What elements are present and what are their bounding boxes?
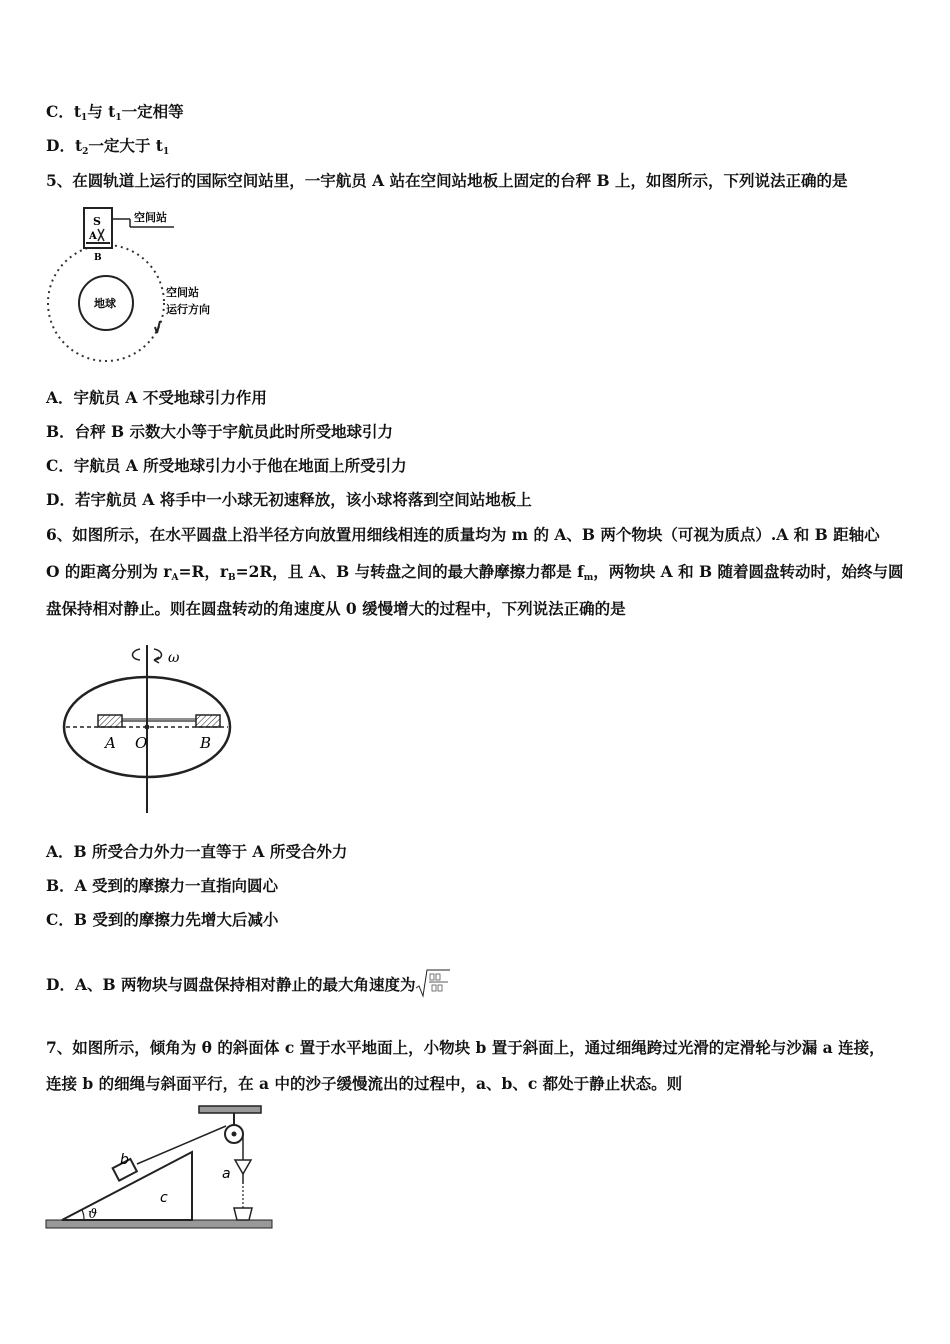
astronaut-a-label: A: [89, 231, 97, 242]
label-a: A: [105, 734, 116, 752]
q6-stem-line-1: 6、如图所示，在水平圆盘上沿半径方向放置用细线相连的质量均为 m 的 A、B 两个物块（可视为质点）.A 和 B 距轴心: [46, 525, 880, 544]
sqrt-expression: [415, 968, 451, 1003]
block-a: [98, 715, 122, 727]
q5-option-a: A．宇航员 A 不受地球引力作用: [46, 388, 267, 407]
sand-cup: [234, 1208, 252, 1220]
omega-label: ω: [168, 650, 180, 666]
station-label: 空间站: [134, 211, 167, 224]
option-d-prev: D．$t_2$一定大于 $t_1$: [46, 136, 170, 157]
q6-option-d: D．A、B 两物块与圆盘保持相对静止的最大角速度为: [46, 968, 451, 1003]
block-b: [196, 715, 220, 727]
q7-stem-line-1: 7、如图所示，倾角为 θ 的斜面体 c 置于水平地面上，小物块 b 置于斜面上，通过细绳跨过光滑的定滑轮与沙漏 a 连接，: [46, 1038, 885, 1057]
q6-stem-line-3: 盘保持相对静止。则在圆盘转动的角速度从 0 缓慢增大的过程中，下列说法正确的是: [46, 599, 626, 618]
direction-arrow-icon: [155, 321, 160, 333]
earth-label: 地球: [94, 297, 116, 310]
label-b: B: [200, 734, 212, 752]
label-b: b: [120, 1152, 129, 1168]
q5-stem: 5、在圆轨道上运行的国际空间站里，一宇航员 A 站在空间站地板上固定的台秤 B 上，如图所示，下列说法正确的是: [46, 171, 848, 190]
label-a: a: [222, 1166, 231, 1182]
label-o: O: [135, 734, 148, 752]
q6-figure: [60, 635, 240, 815]
q6-option-b: B．A 受到的摩擦力一直指向圆心: [46, 876, 279, 895]
q5-option-d: D．若宇航员 A 将手中一小球无初速释放，该小球将落到空间站地板上: [46, 490, 532, 509]
label-theta: ϑ: [88, 1207, 98, 1222]
direction-label-1: 空间站: [166, 286, 199, 299]
astronaut-head: S: [93, 215, 101, 228]
scale-b-label: B: [94, 253, 102, 263]
q5-option-c: C．宇航员 A 所受地球引力小于他在地面上所受引力: [46, 456, 407, 475]
q6-option-a: A．B 所受合力外力一直等于 A 所受合外力: [46, 842, 348, 861]
center-o: [145, 725, 150, 730]
q6-option-c: C．B 受到的摩擦力先增大后减小: [46, 910, 279, 929]
q7-stem-line-2: 连接 b 的细绳与斜面平行，在 a 中的沙子缓慢流出的过程中，a、b、c 都处于静止状态。则: [46, 1074, 683, 1093]
option-c-prev: C．$t_1$与 $t_1$一定相等: [46, 102, 184, 123]
funnel-a: [235, 1160, 251, 1174]
ground: [46, 1220, 272, 1228]
q7-figure: [44, 1104, 276, 1234]
q5-figure: [46, 203, 246, 363]
q5-option-b: B．台秤 B 示数大小等于宇航员此时所受地球引力: [46, 422, 393, 441]
direction-label-2: 运行方向: [166, 303, 210, 316]
label-c: c: [160, 1190, 168, 1206]
ceiling: [199, 1106, 261, 1113]
q6-stem-line-2: O 的距离分别为 $r_A=R$，$r_B=2R$，且 A、B 与转盘之间的最大静摩擦力都是 $f_m$，两物块 A 和 B 随着圆盘转动时，始终与圆: [46, 562, 904, 583]
